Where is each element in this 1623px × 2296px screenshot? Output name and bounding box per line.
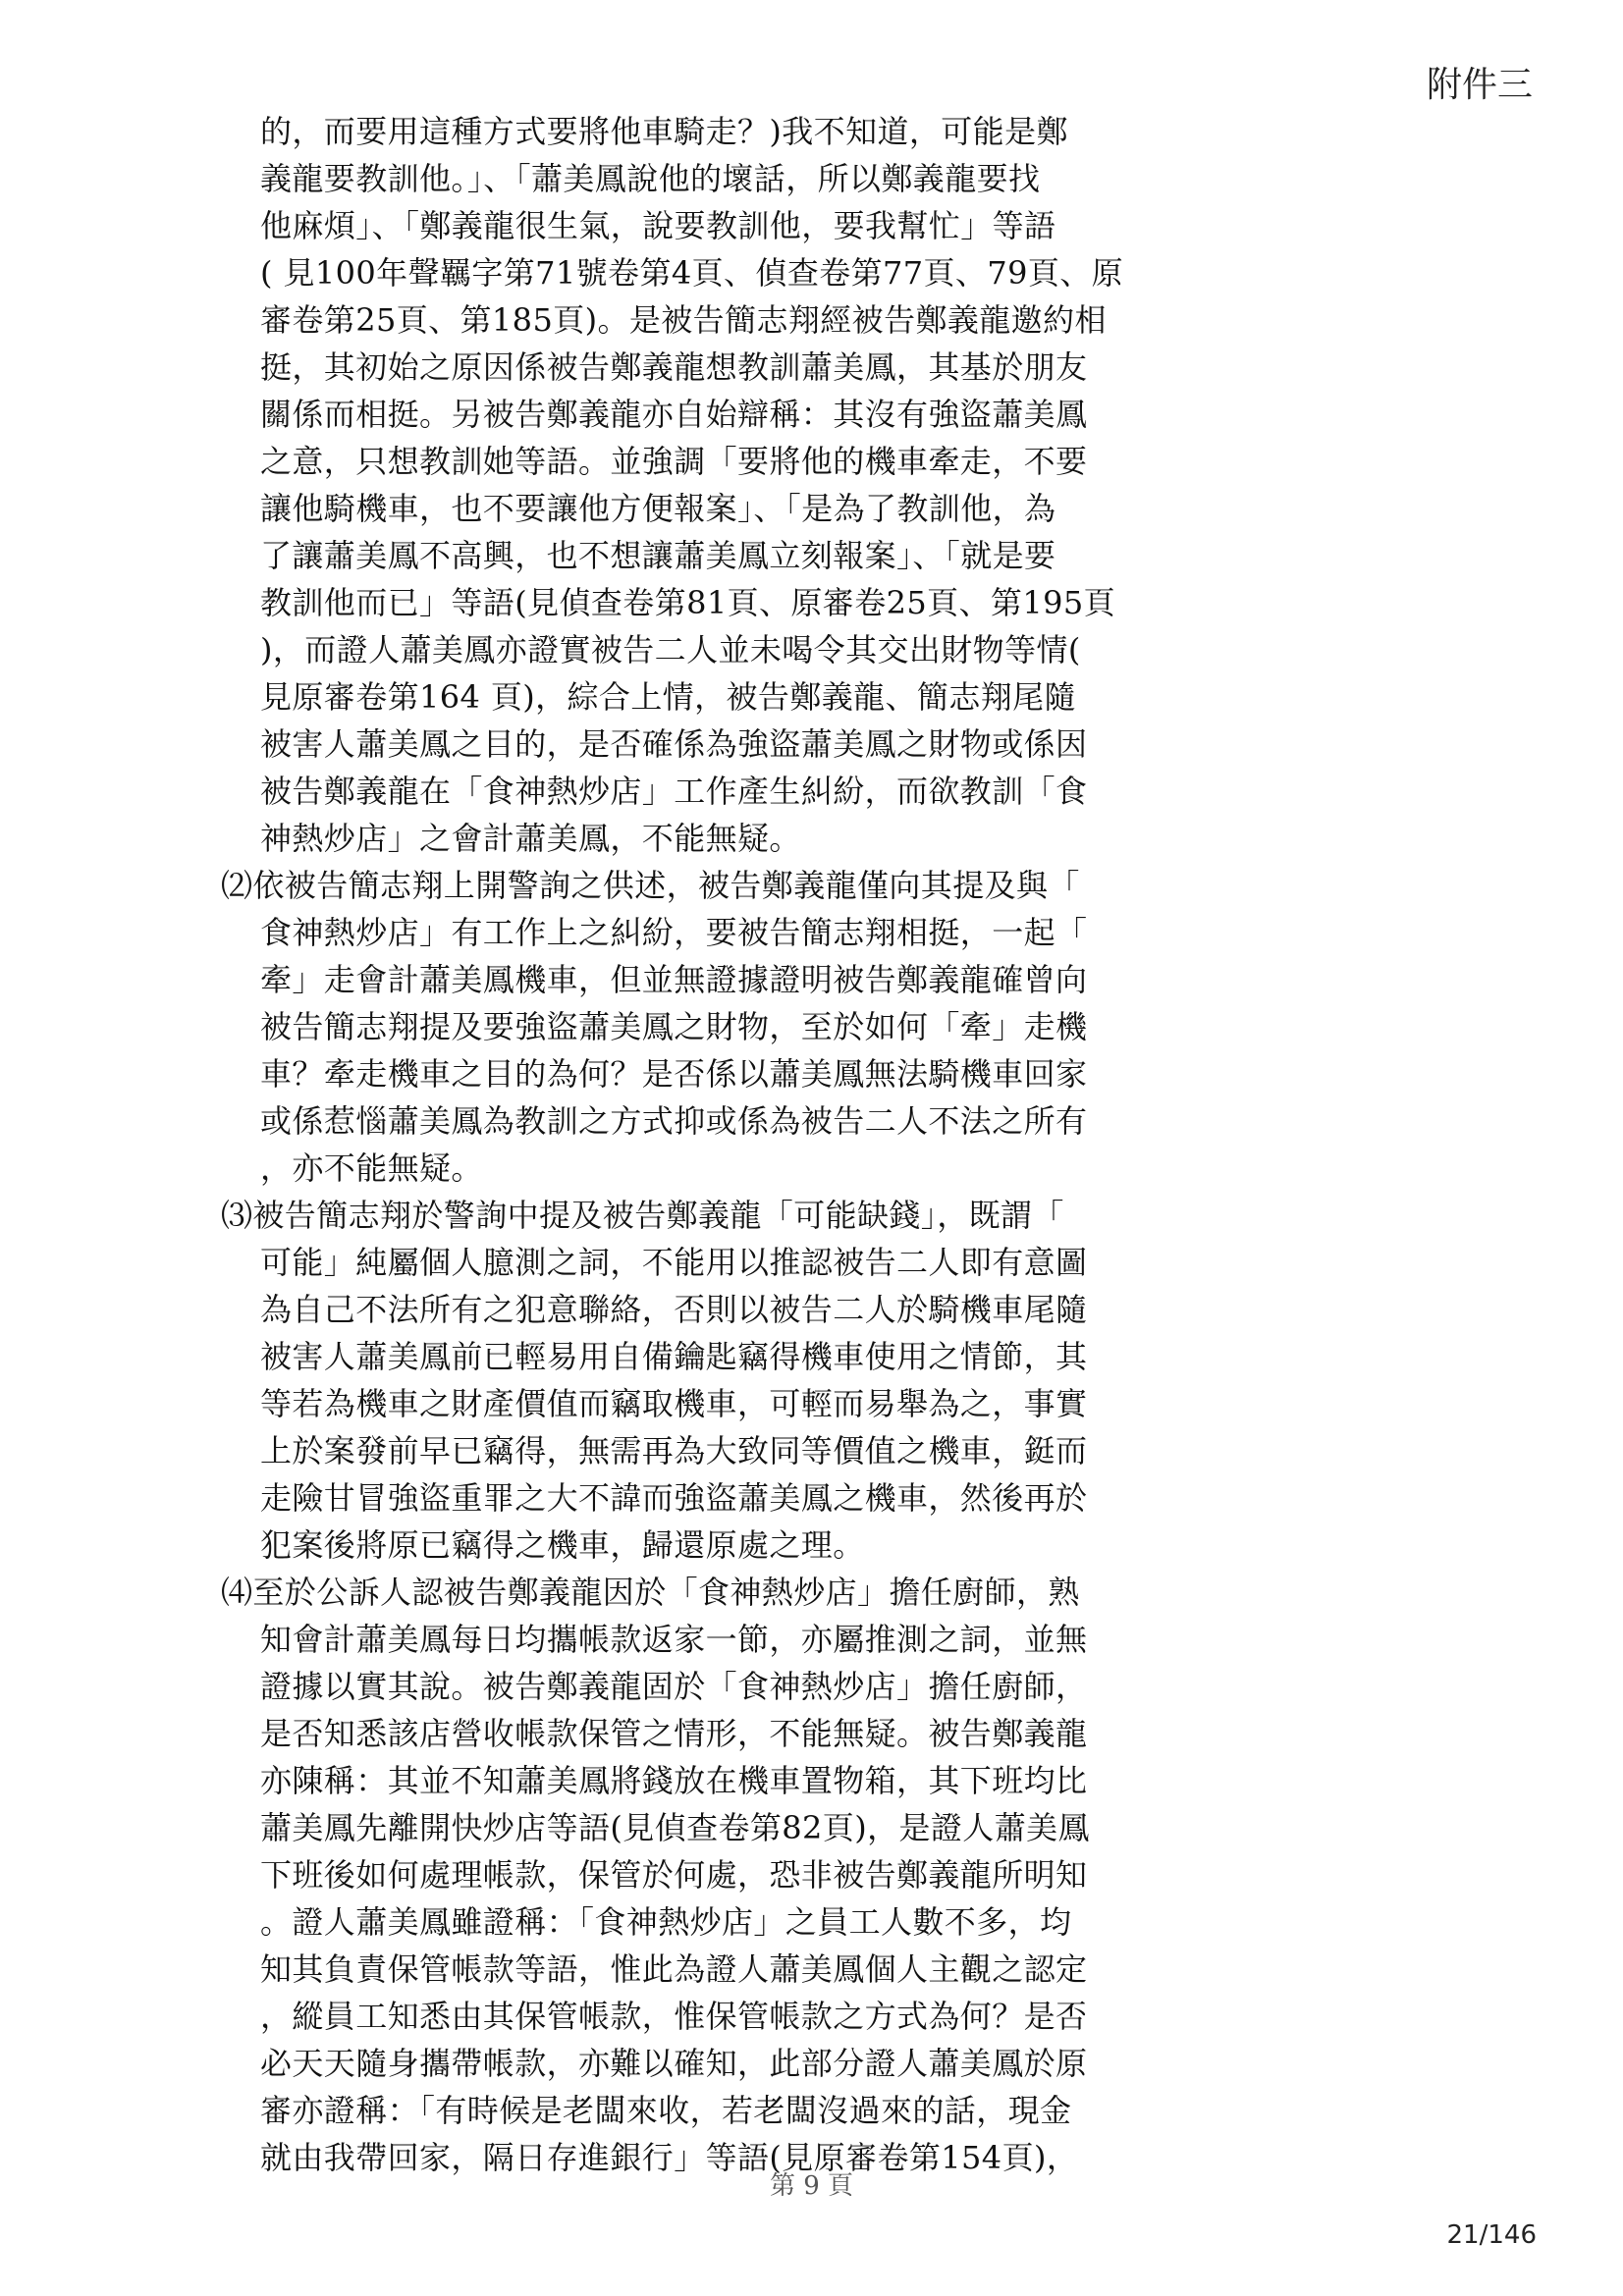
text-line: 就由我帶回家，隔日存進銀行」等語(見原審卷第154頁)， [260,2139,1079,2176]
page-number-label: 第 9 頁 [769,2171,854,2201]
text-line: ( 見100年聲羈字第71號卷第4頁、偵查卷第77頁、79頁、原 [260,254,1124,292]
text-line: 被害人蕭美鳳之目的，是否確係為強盜蕭美鳳之財物或係因 [260,725,1088,763]
text-line: 車？牽走機車之目的為何？是否係以蕭美鳳無法騎機車回家 [260,1055,1088,1093]
text-line: 為自己不法所有之犯意聯絡，否則以被告二人於騎機車尾隨 [260,1291,1088,1328]
text-line: 證據以實其說。被告鄭義龍固於「食神熱炒店」擔任廚師， [260,1668,1088,1705]
text-line: ⑷至於公訴人認被告鄭義龍因於「食神熱炒店」擔任廚師，熟 [221,1574,1080,1611]
text-line: 或係惹惱蕭美鳳為教訓之方式抑或係為被告二人不法之所有 [260,1102,1088,1140]
text-line: 必天天隨身攜帶帳款，亦難以確知，此部分證人蕭美鳳於原 [260,2045,1088,2082]
text-line: 他麻煩」、「鄭義龍很生氣，說要教訓他，要我幫忙」等語 [260,207,1056,244]
text-line: 被告鄭義龍在「食神熱炒店」工作產生糾紛，而欲教訓「食 [260,773,1088,810]
text-line: ，縱員工知悉由其保管帳款，惟保管帳款之方式為何？是否 [260,1998,1088,2035]
text-line: 審亦證稱：「有時候是老闆來收，若老闆沒過來的話，現金 [260,2092,1072,2129]
text-line: 之意，只想教訓她等語。並強調「要將他的機車牽走，不要 [260,443,1088,480]
text-line: 神熱炒店」之會計蕭美鳳，不能無疑。 [260,820,801,857]
text-line: 。證人蕭美鳳雖證稱：「食神熱炒店」之員工人數不多，均 [260,1903,1072,1941]
text-line: 上於案發前早已竊得，無需再為大致同等價值之機車，鋌而 [260,1432,1088,1469]
document-body [221,108,1124,2181]
text-line: 的，而要用這種方式要將他車騎走？)我不知道，可能是鄭 [260,113,1068,150]
attachment-label: 附件三 [1426,65,1533,105]
text-line: 被告簡志翔提及要強盜蕭美鳳之財物，至於如何「牽」走機 [260,1008,1088,1045]
text-line: 走險甘冒強盜重罪之大不諱而強盜蕭美鳳之機車，然後再於 [260,1479,1088,1517]
text-line: ，亦不能無疑。 [260,1149,483,1187]
text-line: 等若為機車之財產價值而竊取機車，可輕而易舉為之，事實 [260,1385,1088,1422]
text-line: 審卷第25頁、第185頁)。是被告簡志翔經被告鄭義龍邀約相 [260,301,1107,339]
text-line: )，而證人蕭美鳳亦證實被告二人並未喝令其交出財物等情( [260,631,1081,668]
text-line: 可能」純屬個人臆測之詞，不能用以推認被告二人即有意圖 [260,1244,1088,1281]
text-line: 蕭美鳳先離開快炒店等語(見偵查卷第82頁)，是證人蕭美鳳 [260,1809,1090,1846]
text-line: 亦陳稱：其並不知蕭美鳳將錢放在機車置物箱，其下班均比 [260,1762,1088,1799]
text-line: 是否知悉該店營收帳款保管之情形，不能無疑。被告鄭義龍 [260,1715,1088,1752]
text-line: 讓他騎機車，也不要讓他方便報案」、「是為了教訓他，為 [260,490,1056,527]
text-line: 牽」走會計蕭美鳳機車，但並無證據證明被告鄭義龍確曾向 [260,961,1088,998]
text-line: 知會計蕭美鳳每日均攜帳款返家一節，亦屬推測之詞，並無 [260,1621,1088,1658]
text-line: 犯案後將原已竊得之機車，歸還原處之理。 [260,1526,865,1564]
text-line: ⑶被告簡志翔於警詢中提及被告鄭義龍「可能缺錢」，既謂「 [221,1197,1064,1234]
text-line: 下班後如何處理帳款，保管於何處，恐非被告鄭義龍所明知 [260,1856,1088,1894]
text-line: ⑵依被告簡志翔上開警詢之供述，被告鄭義龍僅向其提及與「 [221,867,1080,904]
text-line: 義龍要教訓他。」、「蕭美鳳說他的壞話，所以鄭義龍要找 [260,160,1041,197]
text-line: 知其負責保管帳款等語，惟此為證人蕭美鳳個人主觀之認定 [260,1950,1088,1988]
text-line: 挺，其初始之原因係被告鄭義龍想教訓蕭美鳳，其基於朋友 [260,348,1088,386]
text-line: 了讓蕭美鳳不高興，也不想讓蕭美鳳立刻報案」、「就是要 [260,537,1056,574]
text-line: 教訓他而已」等語(見偵查卷第81頁、原審卷25頁、第195頁 [260,584,1116,621]
text-line: 關係而相挺。另被告鄭義龍亦自始辯稱：其沒有強盜蕭美鳳 [260,396,1088,433]
text-line: 被害人蕭美鳳前已輕易用自備鑰匙竊得機車使用之情節，其 [260,1338,1088,1375]
text-line: 見原審卷第164 頁)，綜合上情，被告鄭義龍、簡志翔尾隨 [260,678,1076,716]
page-counter: 21/146 [1446,2220,1537,2250]
text-line: 食神熱炒店」有工作上之糾紛，要被告簡志翔相挺，一起「 [260,914,1088,951]
